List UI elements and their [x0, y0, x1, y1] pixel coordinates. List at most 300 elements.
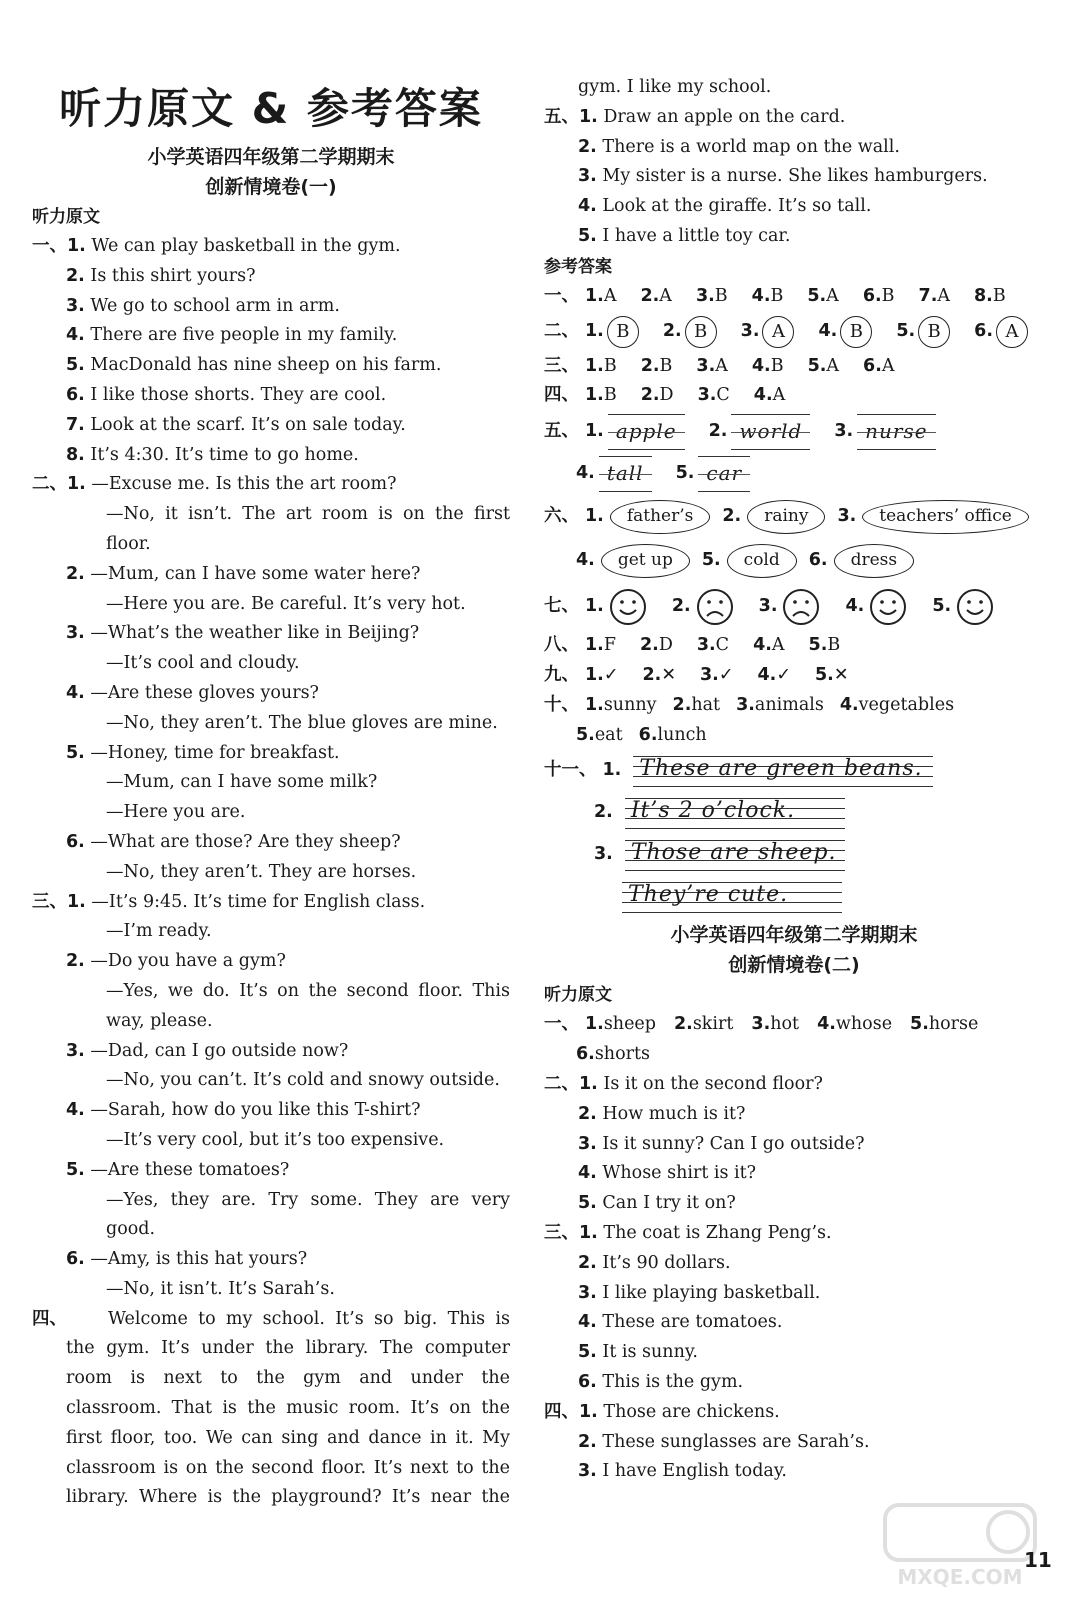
line-text: —No, it isn’t. It’s Sarah’s.	[106, 1278, 335, 1299]
item-text: Look at the scarf. It’s on sale today.	[90, 414, 406, 435]
list-item	[32, 232, 510, 262]
item-number: 1.	[585, 1014, 604, 1035]
item-number: 2.	[594, 802, 613, 823]
item-number: 4.	[578, 1312, 597, 1333]
item-number: 1.	[579, 1073, 598, 1094]
line-text: —It’s cool and cloudy.	[106, 653, 300, 674]
line-text: room is next to the gym and under the	[66, 1368, 510, 1389]
line-text: —I’m ready.	[106, 921, 212, 942]
answer-item	[753, 631, 784, 661]
list-item	[544, 1279, 1044, 1309]
answer-value: lunch	[657, 724, 707, 745]
exam1-listening-head: 听力原文	[32, 207, 100, 227]
item-number: 4.	[753, 635, 772, 656]
item-number: 4.	[845, 596, 865, 617]
answer-item	[585, 661, 619, 691]
item-number: 5.	[675, 463, 695, 484]
line-text: classroom. That is the music room. It’s on the	[66, 1398, 510, 1419]
answer-item	[754, 381, 785, 411]
item-number: 3.	[695, 285, 715, 306]
line-text: —Here you are.	[106, 802, 246, 823]
handwritten-answer: nurse	[857, 414, 935, 450]
item-number: 6.	[66, 384, 85, 405]
item-text: I have English today.	[602, 1461, 787, 1482]
answer-item	[576, 456, 652, 492]
answer-item	[752, 282, 784, 312]
item-number: 3.	[697, 385, 717, 406]
answer-value: C	[716, 385, 730, 406]
item-number: 3.	[578, 166, 597, 187]
item-number: 2.	[672, 694, 692, 715]
answer-value: horse	[928, 1014, 979, 1035]
list-item	[544, 1368, 1044, 1398]
list-item	[544, 1457, 1044, 1487]
answer-item	[758, 661, 792, 691]
answer-item	[672, 587, 735, 627]
list-item	[32, 411, 510, 441]
answer-item	[808, 352, 839, 382]
answer-item	[585, 587, 648, 627]
answer-item	[837, 500, 1028, 534]
answer-row-1	[544, 282, 1044, 312]
line-text: —Yes, we do. It’s on the second floor. This	[106, 980, 510, 1001]
item-text: We go to school arm in arm.	[90, 295, 340, 316]
exam1-subtitle-2: 创新情境卷(一)	[205, 176, 337, 198]
four-line-staff	[622, 880, 842, 914]
exam1-answers-head: 参考答案	[544, 256, 612, 277]
exam2-section-2	[544, 1070, 1044, 1219]
answer-row-7	[544, 583, 1044, 631]
list-item	[544, 1130, 1044, 1160]
circled-answer: A	[996, 316, 1028, 348]
answer-value: hat	[691, 694, 721, 715]
list-item	[32, 381, 510, 411]
answer-item	[585, 282, 616, 312]
line-text: —What’s the weather like in Beijing?	[90, 623, 420, 644]
item-number: 6.	[66, 831, 85, 852]
item-number: 1.	[585, 664, 604, 685]
answer-item	[585, 414, 685, 450]
answer-item	[673, 691, 721, 721]
item-number: 3.	[700, 664, 719, 685]
exam1-section-2	[32, 470, 510, 887]
answer-value: ✓	[776, 664, 791, 685]
answer-value: animals	[754, 694, 824, 715]
line-text: floor.	[106, 533, 151, 554]
answer-value: B	[714, 285, 728, 306]
answer-item	[576, 544, 690, 578]
item-number: 3.	[736, 694, 755, 715]
item-number: 6.	[862, 285, 882, 306]
item-text: It’s 4:30. It’s time to go home.	[90, 444, 359, 465]
item-number: 2.	[66, 951, 85, 972]
answer-value: shorts	[594, 1044, 650, 1065]
line-text: —Mum, can I have some water here?	[90, 563, 421, 584]
answer-row-11	[544, 750, 1044, 918]
item-number: 3.	[758, 596, 778, 617]
answer-value: A	[826, 355, 840, 376]
item-text: Can I try it on?	[602, 1193, 736, 1214]
answer-item	[722, 500, 825, 534]
line-text: gym. I like my school.	[578, 77, 772, 97]
section-mark: 二、	[32, 474, 67, 495]
line-text: —Here you are. Be careful. It’s very hot.	[106, 593, 466, 614]
circled-answer: teachers’ office	[862, 500, 1029, 534]
section-mark: 三、	[544, 355, 579, 376]
answer-value: A	[937, 285, 950, 306]
answer-value: vegetables	[858, 694, 955, 715]
item-number: 7.	[918, 285, 938, 306]
answer-value: B	[603, 355, 617, 376]
handwriting-sentence	[544, 792, 1044, 834]
item-text: How much is it?	[602, 1103, 746, 1124]
list-item	[32, 321, 510, 351]
answer-row-5	[544, 411, 1044, 495]
answer-item	[702, 544, 797, 578]
smiley-face-icon	[868, 587, 908, 627]
item-number: 4.	[66, 325, 85, 346]
item-number: 3.	[66, 1040, 85, 1061]
list-item	[544, 162, 1044, 192]
section-mark: 十、	[544, 694, 579, 715]
item-number: 4.	[576, 550, 595, 571]
item-number: 4.	[817, 1014, 836, 1035]
item-number: 1.	[585, 506, 604, 527]
item-number: 6.	[974, 320, 993, 341]
item-text: These sunglasses are Sarah’s.	[602, 1431, 870, 1452]
item-number: 1.	[585, 355, 604, 376]
item-number: 3.	[66, 623, 85, 644]
item-text: I have a little toy car.	[602, 225, 791, 246]
line-text: classroom is on the second floor. It’s next to the	[66, 1457, 510, 1478]
line-text: good.	[106, 1219, 156, 1240]
answer-item	[863, 282, 895, 312]
section-mark: 四、	[32, 1308, 67, 1329]
answer-item	[674, 1010, 733, 1040]
item-text: Look at the giraffe. It’s so tall.	[602, 196, 872, 217]
item-text: MacDonald has nine sheep on his farm.	[90, 355, 442, 376]
list-item	[544, 1219, 1044, 1249]
item-number: 5.	[896, 320, 916, 341]
item-number: 5.	[66, 355, 85, 376]
list-item	[544, 133, 1044, 163]
item-number: 4.	[818, 320, 838, 341]
answer-value: ✓	[603, 664, 619, 685]
main-title: 听力原文 & 参考答案	[59, 84, 483, 133]
item-text: There is a world map on the wall.	[602, 136, 900, 157]
sad-face-icon	[695, 587, 735, 627]
item-text: It’s 90 dollars.	[602, 1252, 731, 1273]
staff-line	[625, 828, 845, 829]
circled-answer: B	[918, 316, 950, 348]
answer-value: B	[659, 355, 673, 376]
answer-item	[640, 631, 673, 661]
item-number: 4.	[751, 355, 771, 376]
answer-item	[585, 1010, 656, 1040]
line-text: library. Where is the playground? It’s near the	[66, 1487, 510, 1508]
answer-value: hot	[770, 1014, 800, 1035]
answer-value: sheep	[603, 1014, 656, 1035]
item-number: 2.	[640, 285, 660, 306]
answer-line	[544, 691, 1044, 721]
answer-value: B	[770, 285, 784, 306]
watermark-text: MXQE.COM	[897, 1565, 1023, 1589]
answer-item	[641, 352, 673, 382]
answer-item	[641, 381, 674, 411]
answer-item	[840, 691, 954, 721]
line-text: —No, they aren’t. The blue gloves are mine.	[106, 712, 498, 733]
line-text: —Are these gloves yours?	[90, 682, 319, 703]
page-number: 11	[1024, 1548, 1052, 1572]
answer-row-9	[544, 661, 1044, 691]
smiley-face-icon	[608, 587, 648, 627]
item-number: 6.	[576, 1044, 595, 1065]
item-text: These are tomatoes.	[602, 1312, 783, 1333]
sad-face-icon	[781, 587, 821, 627]
circled-answer: get up	[601, 544, 690, 578]
answer-row-10	[544, 691, 1044, 751]
item-number: 4.	[578, 196, 597, 217]
answer-value: eat	[594, 724, 623, 745]
item-text: Is this shirt yours?	[90, 265, 256, 286]
answer-row-8	[544, 631, 1044, 661]
answer-item	[640, 282, 671, 312]
answer-value: C	[715, 635, 730, 656]
answer-value: A	[715, 355, 728, 376]
handwriting-sentence	[544, 834, 1044, 876]
handwritten-sentence: They’re cute.	[628, 882, 789, 908]
item-number: 1.	[585, 385, 604, 406]
answer-value: A	[772, 385, 786, 406]
answer-row-3	[544, 352, 1044, 382]
item-number: 2.	[578, 136, 597, 157]
section-mark: 三、	[32, 891, 67, 912]
list-item	[544, 1398, 1044, 1428]
item-number: 1.	[67, 891, 86, 912]
answer-line	[544, 1010, 1044, 1040]
smiley-face-icon	[955, 587, 995, 627]
answer-value: ✕	[661, 664, 676, 685]
answer-item	[807, 282, 838, 312]
item-number: 1.	[67, 474, 86, 495]
answer-item	[834, 414, 935, 450]
item-number: 2.	[66, 265, 85, 286]
answer-item	[752, 352, 784, 382]
item-number: 7.	[66, 414, 85, 435]
circled-answer: A	[762, 316, 794, 348]
item-number: 6.	[863, 355, 882, 376]
answer-line	[544, 1040, 1044, 1070]
section-mark: 十一、	[544, 760, 597, 781]
item-number: 3.	[594, 844, 613, 865]
item-number: 2.	[639, 635, 659, 656]
section-mark: 一、	[32, 236, 67, 256]
item-number: 2.	[640, 385, 660, 406]
section-mark: 六、	[544, 506, 579, 527]
item-number: 8.	[66, 444, 85, 465]
answer-item	[818, 316, 872, 348]
item-number: 5.	[578, 1193, 597, 1214]
item-number: 1.	[579, 1222, 598, 1243]
answer-item	[919, 282, 950, 312]
oval-row	[544, 495, 1044, 539]
line-text: —It’s 9:45. It’s time for English class.	[91, 891, 426, 912]
item-number: 5.	[808, 635, 828, 656]
item-number: 1.	[579, 106, 598, 127]
item-number: 1.	[585, 421, 604, 442]
item-number: 3.	[740, 320, 760, 341]
line-text: —Do you have a gym?	[90, 951, 286, 972]
list-item	[544, 222, 1044, 252]
answer-item	[700, 661, 734, 691]
line-text: —Honey, time for breakfast.	[90, 742, 340, 763]
item-text: Is it on the second floor?	[603, 1073, 823, 1094]
answer-value: D	[658, 635, 673, 656]
line-text: —No, it isn’t. The art room is on the first	[106, 504, 510, 525]
item-text: This is the gym.	[602, 1371, 744, 1392]
item-number: 3.	[837, 506, 857, 527]
item-number: 3.	[834, 421, 854, 442]
answer-item	[845, 587, 908, 627]
answer-item	[751, 1010, 799, 1040]
exam1-section-4	[32, 1305, 510, 1514]
handwritten-answer: car	[698, 456, 750, 492]
answer-item	[576, 1040, 650, 1070]
item-number: 2.	[578, 1431, 597, 1452]
item-number: 2.	[708, 421, 728, 442]
item-text: There are five people in my family.	[90, 325, 398, 346]
item-number: 1.	[585, 285, 604, 306]
list-item	[32, 262, 510, 292]
section-mark: 八、	[544, 635, 579, 656]
answer-value: B	[992, 285, 1006, 306]
answer-item	[697, 631, 729, 661]
item-number: 3.	[751, 1014, 771, 1035]
answer-item	[643, 661, 677, 691]
item-number: 4.	[576, 463, 595, 484]
item-number: 6.	[66, 1249, 85, 1270]
item-number: 1.	[579, 1401, 598, 1422]
handwriting-sentence	[544, 750, 1044, 792]
handwritten-sentence: These are green beans.	[639, 756, 923, 782]
line-text: way, please.	[106, 1010, 213, 1031]
item-number: 6.	[638, 724, 658, 745]
line-text: —It’s very cool, but it’s too expensive.	[106, 1129, 445, 1150]
answer-line	[544, 721, 1044, 751]
item-number: 2.	[674, 1014, 693, 1035]
item-number: 2.	[578, 1103, 597, 1124]
answer-item	[663, 316, 717, 348]
circled-answer: dress	[834, 544, 915, 578]
item-number: 4.	[66, 682, 85, 703]
exam1-section-3	[32, 888, 510, 1305]
line-text: Welcome to my school. It’s so big. This is	[108, 1308, 510, 1329]
item-number: 4.	[578, 1163, 597, 1184]
answer-item	[585, 631, 616, 661]
section-mark: 四、	[544, 385, 579, 406]
answer-value: B	[603, 385, 617, 406]
item-number: 5.	[807, 355, 827, 376]
section-mark: 一、	[544, 1014, 579, 1035]
item-number: 3.	[696, 635, 716, 656]
circled-answer: B	[840, 316, 872, 348]
answer-item	[809, 544, 914, 578]
item-text: It is sunny.	[602, 1342, 698, 1363]
list-item	[544, 1100, 1044, 1130]
section-mark: 九、	[544, 664, 579, 685]
item-number: 2.	[662, 320, 682, 341]
handwriting-row	[544, 453, 1044, 495]
answer-item	[585, 691, 657, 721]
exam1-section-5	[544, 103, 1044, 252]
four-line-staff	[625, 838, 845, 872]
item-number: 4.	[751, 285, 771, 306]
watermark-logo	[880, 1500, 1040, 1590]
line-text: —What are those? Are they sheep?	[90, 831, 401, 852]
exam2-subtitle-1: 小学英语四年级第二学期期末	[670, 924, 918, 947]
answer-value: ✕	[833, 664, 849, 685]
line-text: first floor, too. We can sing and dance in it. My	[66, 1427, 510, 1448]
item-number: 2.	[578, 1252, 597, 1273]
handwriting-row	[544, 411, 1044, 453]
answer-item	[974, 316, 1028, 348]
item-text: The coat is Zhang Peng’s.	[603, 1222, 832, 1243]
item-text: Is it sunny? Can I go outside?	[602, 1133, 865, 1154]
handwriting-sentence	[544, 876, 1044, 918]
answer-value: A	[826, 285, 839, 306]
item-text: My sister is a nurse. She likes hamburgers.	[602, 166, 988, 187]
line-text: —Sarah, how do you like this T-shirt?	[90, 1100, 421, 1121]
item-number: 2.	[642, 664, 662, 685]
answer-item	[896, 316, 950, 348]
circled-answer: father’s	[610, 500, 711, 534]
handwritten-sentence: It’s 2 o’clock.	[630, 798, 796, 824]
item-number: 4.	[753, 385, 773, 406]
answer-item	[696, 282, 728, 312]
exam1-section-1	[32, 232, 510, 470]
item-text: I like those shorts. They are cool.	[90, 384, 387, 405]
answer-value: A	[659, 285, 672, 306]
item-number: 2.	[722, 506, 742, 527]
item-number: 5.	[910, 1014, 929, 1035]
circled-answer: rainy	[747, 500, 825, 534]
item-number: 5.	[815, 664, 834, 685]
answer-value: skirt	[692, 1014, 734, 1035]
answer-item	[676, 456, 751, 492]
line-text: —No, you can’t. It’s cold and snowy outside.	[106, 1070, 500, 1091]
item-text: I like playing basketball.	[602, 1282, 821, 1303]
answer-item	[817, 1010, 892, 1040]
answer-value: A	[881, 355, 895, 376]
answer-item	[932, 587, 995, 627]
circled-answer: B	[607, 316, 639, 348]
answer-item	[576, 721, 623, 751]
handwritten-answer: tall	[599, 456, 652, 492]
item-number: 2.	[66, 563, 85, 584]
item-number: 3.	[66, 295, 85, 316]
item-text: We can play basketball in the gym.	[91, 236, 401, 256]
line-text: —Amy, is this hat yours?	[90, 1249, 308, 1270]
section-mark: 五、	[544, 421, 579, 442]
answer-value: B	[881, 285, 895, 306]
section-mark: 一、	[544, 285, 579, 306]
item-number: 4.	[757, 664, 777, 685]
item-number: 1.	[67, 236, 86, 256]
line-text: —Excuse me. Is this the art room?	[91, 474, 397, 495]
answer-item	[863, 352, 894, 382]
line-text: the gym. It’s under the library. The computer	[66, 1338, 510, 1359]
answer-value: A	[603, 285, 617, 306]
